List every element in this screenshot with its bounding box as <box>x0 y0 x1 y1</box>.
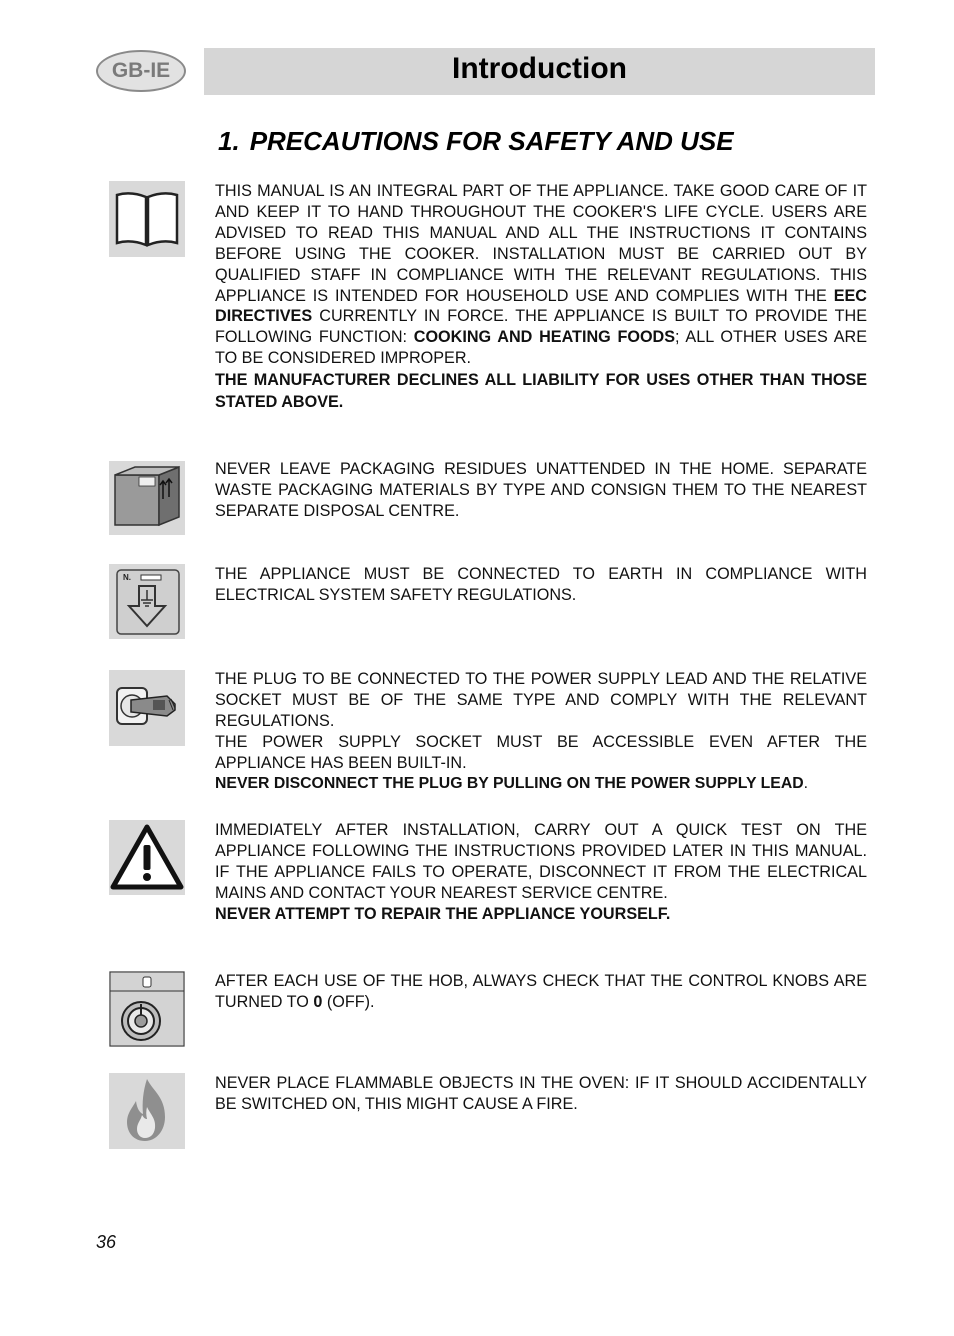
knob-notice-text <box>215 971 867 1013</box>
flammable-notice-text: NEVER PLACE FLAMMABLE OBJECTS IN THE OVEN: IF IT SHOULD ACCIDENTALLY BE SWITCHED ON, THIS MIGHT CAUSE A FIRE. <box>215 1074 867 1113</box>
packaging-notice <box>215 459 867 522</box>
repair-warning: NEVER ATTEMPT TO REPAIR THE APPLIANCE YOURSELF. <box>215 904 671 923</box>
earth-ground-icon <box>109 564 185 639</box>
manual-notice-text <box>215 181 867 369</box>
page-number: 36 <box>96 1232 117 1252</box>
plug-warning <box>215 774 867 795</box>
plug-notice-text-2: THE POWER SUPPLY SOCKET MUST BE ACCESSIBLE EVEN AFTER THE APPLIANCE HAS BEEN BUILT-IN. <box>215 732 867 772</box>
packaging-notice-text: NEVER LEAVE PACKAGING RESIDUES UNATTENDED IN THE HOME. SEPARATE WASTE PACKAGING MATERIALS BY TYPE AND CONSIGN THEM TO THE NEAREST SEPARATE DISPOSAL CENTRE. <box>215 460 867 520</box>
plug-notice-text-1: THE PLUG TO BE CONNECTED TO THE POWER SUPPLY LEAD AND THE RELATIVE SOCKET MUST BE OF THE SAME TYPE AND COMPLY WITH THE RELEVANT REGULATIONS. <box>215 670 867 730</box>
text-run: ; ALL OTHER USES ARE TO BE CONSIDERED IMPROPER. <box>215 328 867 368</box>
flammable-notice <box>215 1073 867 1115</box>
plug-warning-bold: NEVER DISCONNECT THE PLUG BY PULLING ON THE POWER SUPPLY LEAD <box>215 774 804 792</box>
text-run: CURRENTLY IN FORCE. THE APPLIANCE IS BUILT TO PROVIDE THE FOLLOWING FUNCTION: <box>215 307 867 347</box>
header-bar <box>204 48 875 95</box>
liability-disclaimer: THE MANUFACTURER DECLINES ALL LIABILITY FOR USES OTHER THAN THOSE STATED ABOVE. <box>215 371 867 412</box>
plug-socket-icon <box>109 670 185 746</box>
off-position-bold: 0 <box>313 992 323 1011</box>
plug-notice <box>215 669 867 794</box>
section-title <box>218 126 734 157</box>
text-run: (OFF). <box>322 992 375 1011</box>
earth-notice-text: THE APPLIANCE MUST BE CONNECTED TO EARTH IN COMPLIANCE WITH ELECTRICAL SYSTEM SAFETY REGULATIONS. <box>215 565 867 604</box>
packaging-box-icon <box>109 461 185 535</box>
test-notice <box>215 820 867 925</box>
warning-triangle-icon <box>109 820 185 895</box>
page-title: Introduction <box>452 51 627 85</box>
earth-icon-label: N. <box>123 573 131 582</box>
language-badge-label: GB-IE <box>111 59 171 82</box>
cooking-function-bold: COOKING AND HEATING FOODS <box>413 328 676 347</box>
control-knob-icon <box>109 971 185 1047</box>
manual-notice <box>215 181 867 413</box>
open-manual-icon <box>109 181 185 257</box>
language-badge <box>96 50 186 92</box>
knob-notice <box>215 971 867 1013</box>
text-run: AFTER EACH USE OF THE HOB, ALWAYS CHECK THAT THE CONTROL KNOBS ARE TURNED TO <box>215 972 867 1011</box>
section-title-text: PRECAUTIONS FOR SAFETY AND USE <box>249 126 734 156</box>
test-notice-text: IMMEDIATELY AFTER INSTALLATION, CARRY OUT A QUICK TEST ON THE APPLIANCE FOLLOWING THE INSTRUCTIONS PROVIDED LATER IN THIS MANUAL. IF THE APPLIANCE FAILS TO OPERATE, DISCONNECT IT FROM THE ELECTRICAL MAINS AND CONTACT YOUR NEAREST SERVICE CENTRE. <box>215 821 867 902</box>
text-run: . <box>803 774 809 792</box>
flame-icon <box>109 1073 185 1149</box>
section-number: 1. <box>218 126 240 156</box>
eec-directives-bold: EEC DIRECTIVES <box>215 286 867 326</box>
text-run: THIS MANUAL IS AN INTEGRAL PART OF THE APPLIANCE. TAKE GOOD CARE OF IT AND KEEP IT TO HAND THROUGHOUT THE COOKER'S LIFE CYCLE. USERS ARE ADVISED TO READ THIS MANUAL AND ALL THE INSTRUCTIONS IT CONTAINS BEFORE USING THE COOKER. INSTALLATION MUST BE CARRIED OUT BY QUALIFIED STAFF IN COMPLIANCE WITH THE RELEVANT REGULATIONS. THIS APPLIANCE IS INTENDED FOR HOUSEHOLD USE AND COMPLIES WITH THE <box>215 182 867 305</box>
earth-notice <box>215 564 867 606</box>
